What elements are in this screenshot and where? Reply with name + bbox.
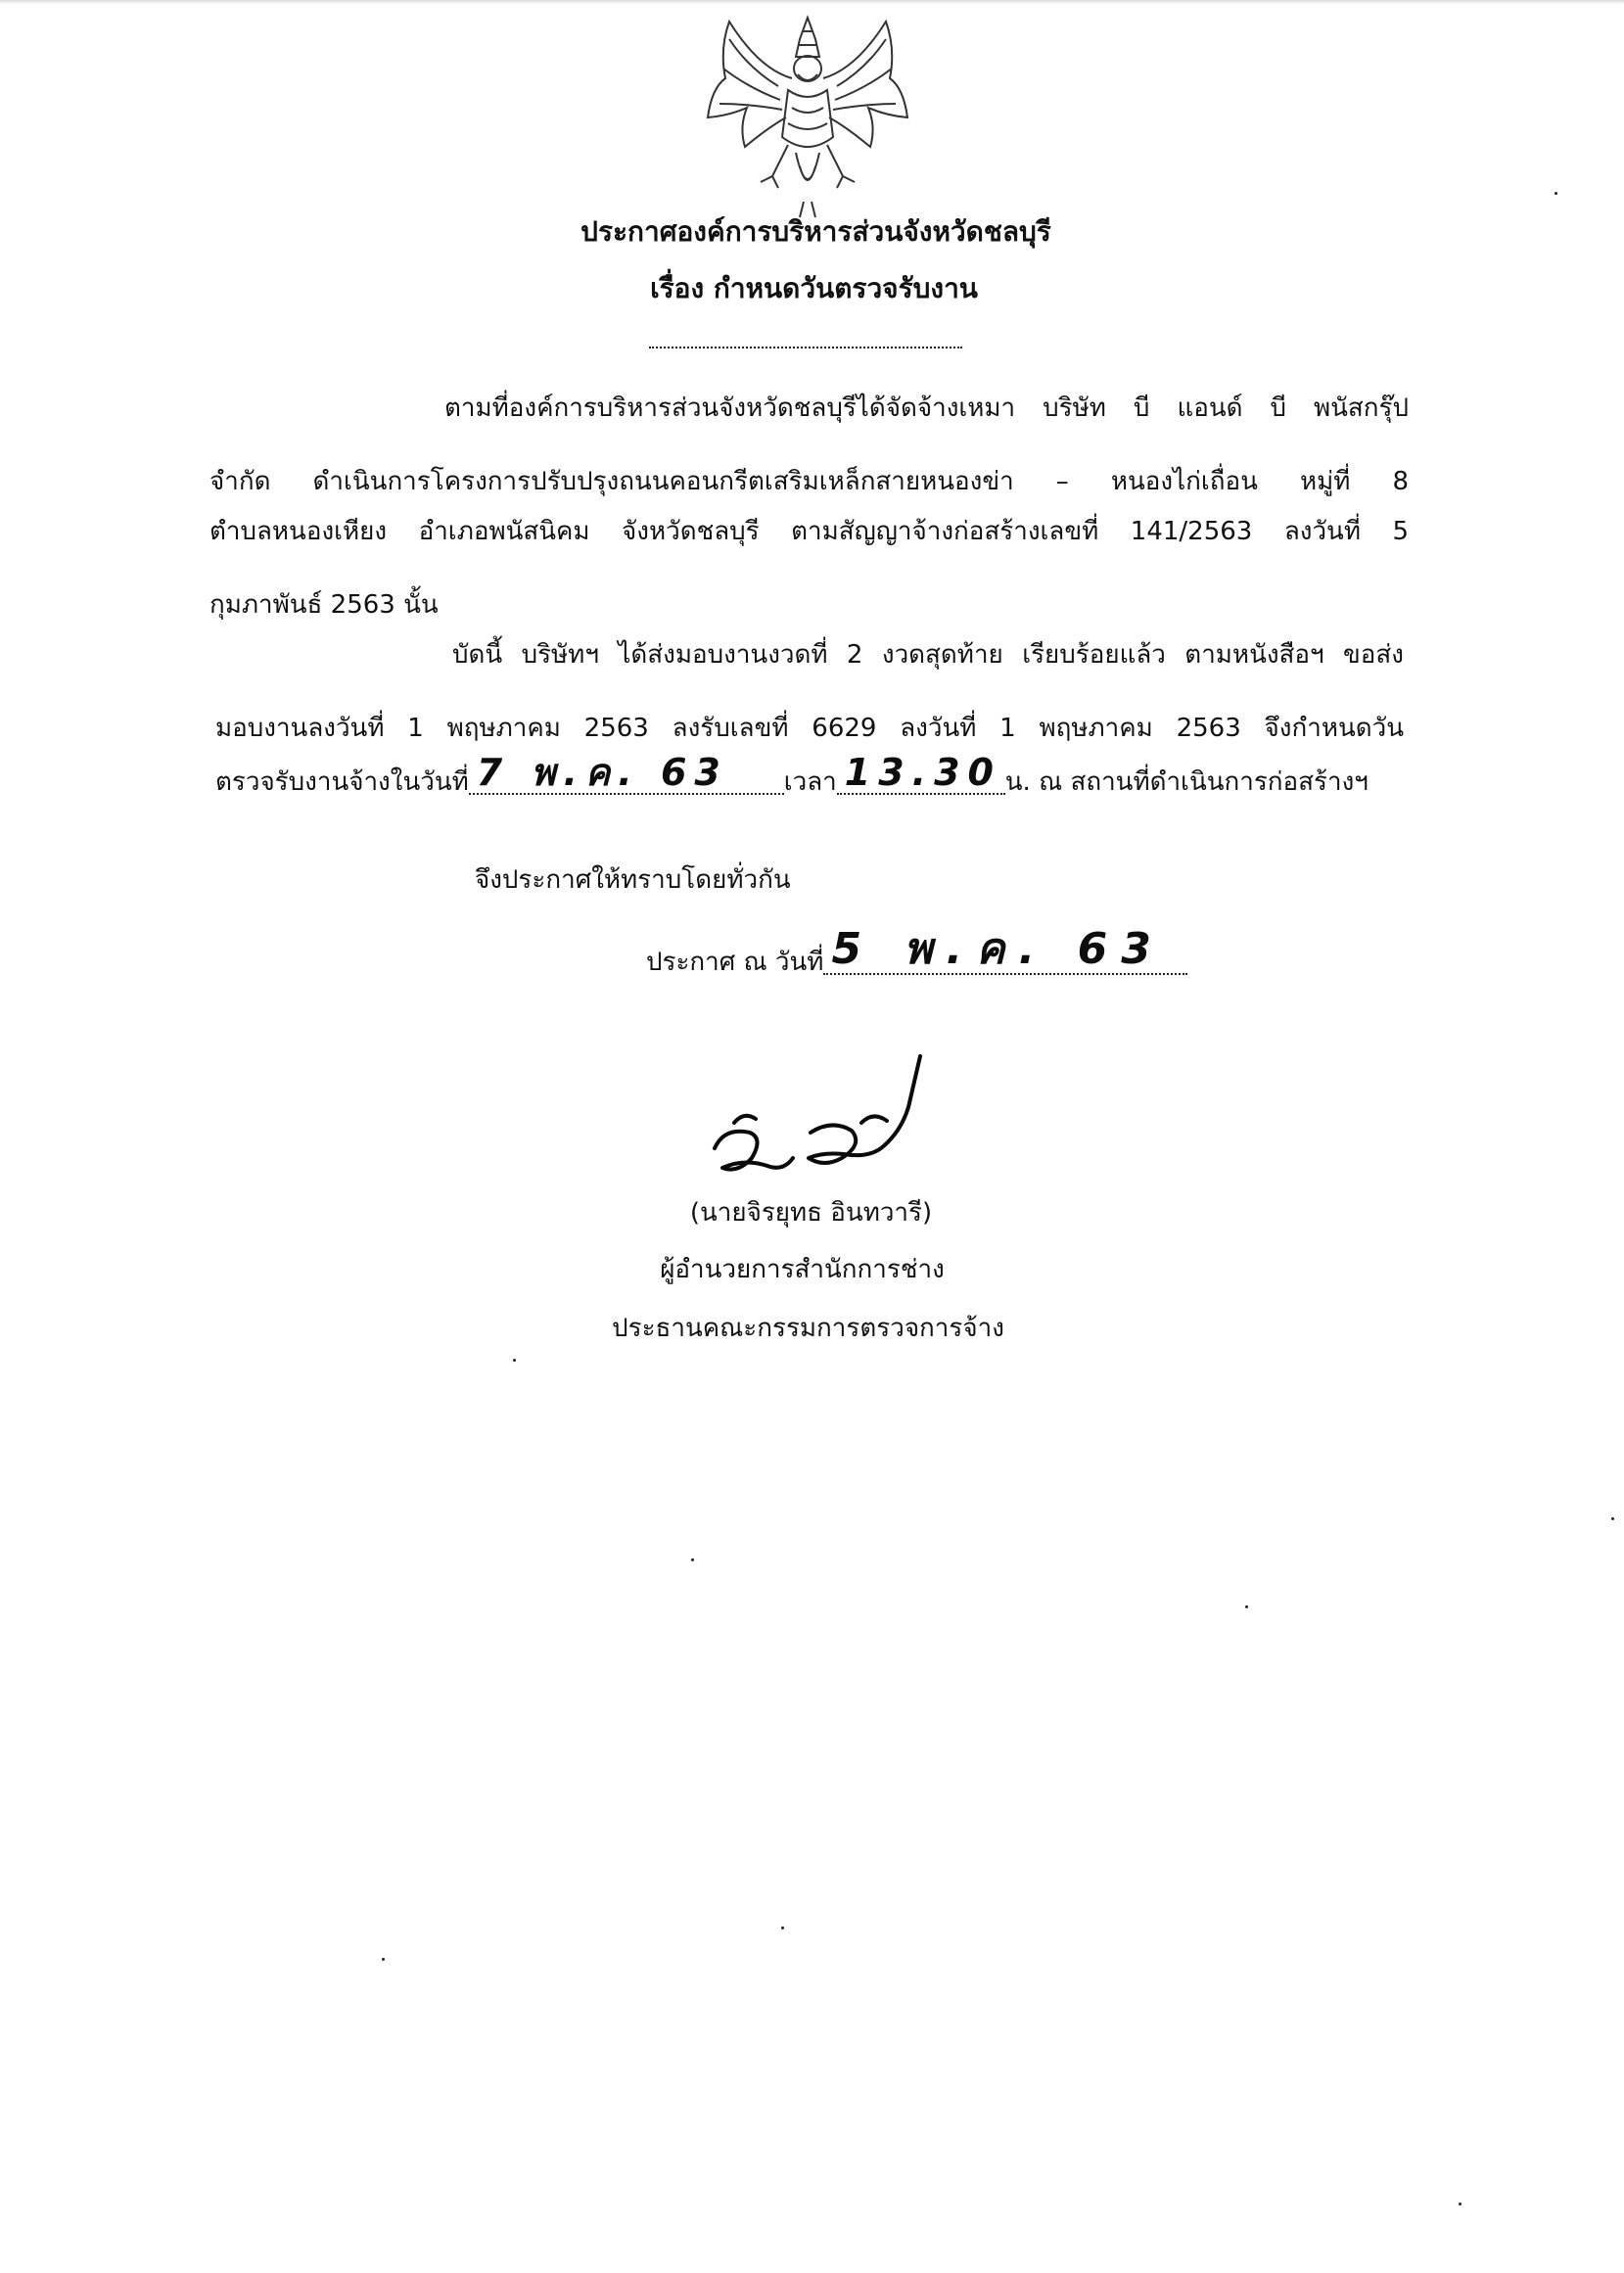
scan-speck	[1459, 2203, 1462, 2205]
scan-speck	[781, 1926, 784, 1929]
signer-role: ประธานคณะกรรมการตรวจการจ้าง	[612, 1314, 1004, 1343]
signer-name: (นายจิรยุทธ อินทวารี)	[689, 1198, 933, 1228]
inspection-date-field	[469, 751, 784, 795]
scan-speck	[691, 1558, 694, 1561]
scan-edge	[0, 0, 1624, 4]
inspection-date-label: ตรวจรับงานจ้างในวันที่	[215, 767, 469, 797]
paragraph-1-line-1: ตามที่องค์การบริหารส่วนจังหวัดชลบุรีได้จัดจ้างเหมา บริษัท บี แอนด์ บี พนัสกรุ๊ป	[444, 394, 1409, 423]
document-title: ประกาศองค์การบริหารส่วนจังหวัดชลบุรี	[580, 215, 1051, 248]
inspection-time-handwritten: 13.30	[844, 751, 1001, 794]
dotted-separator	[649, 347, 962, 348]
announce-date-line	[646, 924, 1187, 977]
scan-speck	[513, 1359, 516, 1362]
inspection-time-field	[837, 751, 1005, 795]
paragraph-1-line-3: ตำบลหนองเหียง อำเภอพนัสนิคม จังหวัดชลบุรี ตามสัญญาจ้างก่อสร้างเลขที่ 141/2563 ลงวันที่ 5	[209, 517, 1409, 546]
announce-date-label: ประกาศ ณ วันที่	[646, 948, 824, 977]
paragraph-1-line-2: จำกัด ดำเนินการโครงการปรับปรุงถนนคอนกรีตเสริมเหล็กสายหนองข่า – หนองไก่เถื่อน หมู่ที่ 8	[209, 467, 1409, 496]
announce-date-field	[823, 924, 1187, 975]
inspection-date-handwritten: 7 พ.ค. 63	[476, 751, 728, 794]
paragraph-2-line-2: มอบงานลงวันที่ 1 พฤษภาคม 2563 ลงรับเลขที่ 6629 ลงวันที่ 1 พฤษภาคม 2563 จึงกำหนดวัน	[215, 714, 1404, 743]
signature-icon	[695, 1043, 989, 1209]
signer-position: ผู้อำนวยการสำนักการช่าง	[660, 1255, 945, 1284]
paragraph-2-line-3	[215, 751, 1369, 797]
closing-statement: จึงประกาศให้ทราบโดยทั่วกัน	[475, 865, 791, 895]
scan-speck	[1554, 192, 1557, 195]
document-subject: เรื่อง กำหนดวันตรวจรับงาน	[650, 272, 978, 304]
inspection-time-label: เวลา	[783, 767, 837, 797]
scan-speck	[1245, 1605, 1248, 1608]
inspection-location: น. ณ สถานที่ดำเนินการก่อสร้างฯ	[1004, 767, 1369, 797]
scan-speck	[1611, 1517, 1614, 1520]
paragraph-1-line-4: กุมภาพันธ์ 2563 นั้น	[209, 590, 439, 620]
paragraph-2-line-1: บัดนี้ บริษัทฯ ได้ส่งมอบงานงวดที่ 2 งวดสุดท้าย เรียบร้อยแล้ว ตามหนังสือฯ ขอส่ง	[452, 640, 1404, 670]
announce-date-handwritten: 5 พ.ค. 63	[831, 924, 1165, 974]
garuda-emblem-icon	[690, 10, 925, 220]
scan-speck	[382, 1958, 385, 1961]
